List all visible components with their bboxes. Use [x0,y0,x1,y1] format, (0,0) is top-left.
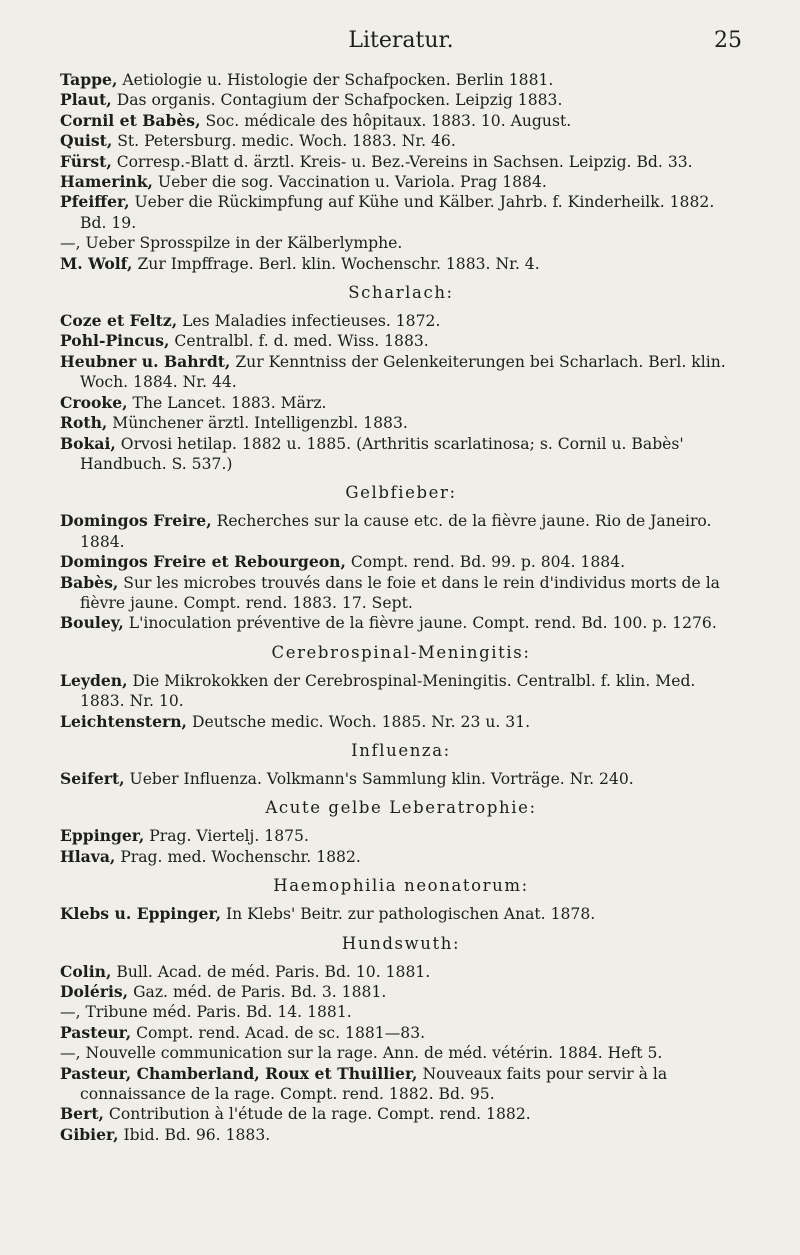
bibliography-entry [60,172,742,192]
bibliography-entry [60,671,742,712]
entry-author: Bouley, [60,613,124,633]
section-heading: Cerebrospinal-Meningitis: [271,642,531,662]
bibliography-entry [60,70,742,90]
entry-author: Hlava, [60,846,116,866]
bibliography-entry [60,331,742,351]
bibliography-entry [60,769,742,789]
entry-text: —, Tribune méd. Paris. Bd. 14. 1881. [60,1003,352,1022]
bibliography-entry [60,1064,742,1105]
entry-text: Gaz. méd. de Paris. Bd. 3. 1881. [128,983,387,1001]
entry-text: Compt. rend. Acad. de sc. 1881—83. [131,1023,426,1042]
entry-author: Bert, [60,1104,104,1124]
entry-author: Pfeiffer, [60,192,130,212]
entry-text: Zur Impffrage. Berl. klin. Wochenschr. 1883. Nr. 4. [132,254,540,273]
entry-author: Domingos Freire, [60,511,212,531]
bibliography-entry [60,552,742,572]
entry-text: Les Maladies infectieuses. 1872. [177,312,441,331]
entry-author: Klebs u. Eppinger, [60,904,221,924]
entry-text: Ueber die Rückimpfung auf Kühe und Kälber. Jahrb. f. Kinderheilk. 1882. Bd. 19. [80,193,715,232]
entry-text: Ibid. Bd. 96. 1883. [118,1125,271,1144]
entry-author: Leyden, [60,670,128,690]
bibliography-entry [60,511,742,552]
entry-text: Contribution à l'étude de la rage. Compt. rend. 1882. [103,1105,531,1124]
entry-text: Deutsche medic. Woch. 1885. Nr. 23 u. 31. [187,712,531,731]
entry-author: Pohl-Pincus, [60,331,170,351]
entry-author: Gibier, [60,1124,119,1144]
entry-text: St. Petersburg. medic. Woch. 1883. Nr. 46. [112,132,456,151]
entry-author: Quist, [60,131,113,151]
entry-author: Seifert, [60,768,125,788]
entry-text: Centralbl. f. d. med. Wiss. 1883. [169,332,429,351]
entry-text: L'inoculation préventive de la fièvre jaune. Compt. rend. Bd. 100. p. 1276. [123,614,717,633]
entry-author: Heubner u. Bahrdt, [60,351,231,371]
entry-author: Colin, [60,961,112,981]
bibliography-entry [60,233,742,253]
bibliography-entry [60,1043,742,1063]
bibliography-entry [60,613,742,633]
section-heading: Gelbfieber: [345,483,457,503]
entry-text: Die Mikrokokken der Cerebrospinal-Meningitis. Centralbl. f. klin. Med. 1883. Nr. 10. [80,671,696,711]
bibliography-entry [60,1104,742,1124]
bibliography-entry [60,131,742,151]
entry-text: Orvosi hetilap. 1882 u. 1885. (Arthritis scarlatinosa; s. Cornil u. Babès' Handbuch. S. 537.) [80,434,684,473]
entry-text: Münchener ärztl. Intelligenzbl. 1883. [107,414,408,433]
entry-text: Corresp.-Blatt d. ärztl. Kreis- u. Bez.-Vereins in Sachsen. Leipzig. Bd. 33. [111,152,693,171]
bibliography-entry [60,1125,742,1145]
bibliography-entry [60,1002,742,1022]
bibliography-entry [60,111,742,131]
bibliography-entry [60,847,742,867]
entry-text: Das organis. Contagium der Schafpocken. Leipzig 1883. [111,91,563,110]
entry-text: Soc. médicale des hôpitaux. 1883. 10. August. [200,111,572,130]
entry-author: Domingos Freire et Rebourgeon, [60,552,346,572]
bibliography-entry [60,434,742,475]
bibliography-entry [60,982,742,1002]
entry-author: Babès, [60,572,119,592]
section-heading: Hundswuth: [341,933,461,953]
entry-text: Recherches sur la cause etc. de la fièvre jaune. Rio de Janeiro. 1884. [80,512,712,551]
bibliography-entry [60,152,742,172]
entry-author: Doléris, [60,982,129,1001]
bibliography-entry [60,1023,742,1043]
entry-author: Crooke, [60,392,128,412]
entry-text: Bull. Acad. de méd. Paris. Bd. 10. 1881. [111,962,431,981]
bibliography-entry [60,904,742,924]
entry-text: Zur Kenntniss der Gelenkeiterungen bei Scharlach. Berl. klin. Woch. 1884. Nr. 44. [80,352,726,392]
entry-author: Coze et Feltz, [60,311,178,331]
entry-text: Nouveaux faits pour servir à la connaissance de la rage. Compt. rend. 1882. Bd. 95. [80,1064,668,1104]
bibliography-entry [60,712,742,732]
bibliography-entry [60,90,742,110]
entry-author: Cornil et Babès, [60,110,201,130]
entry-text: Prag. Viertelj. 1875. [144,827,309,846]
section-heading: Haemophilia neonatorum: [273,876,529,896]
bibliography-list [60,70,742,1145]
entry-author: Hamerink, [60,172,153,192]
entry-author: Eppinger, [60,826,145,846]
bibliography-entry [60,413,742,433]
entry-text: Sur les microbes trouvés dans le foie et dans le rein d'individus morts de la fièvre jaune. Compt. rend. 1883. 17. Sept. [80,573,720,612]
section-heading: Acute gelbe Leberatrophie: [265,798,537,818]
bibliography-entry [60,573,742,614]
entry-author: Fürst, [60,151,112,171]
entry-text: —, Ueber Sprosspilze in der Kälberlymphe. [60,234,403,253]
page-number: 25 [714,28,742,53]
running-title: Literatur. [348,28,454,53]
bibliography-entry [60,254,742,274]
entry-text: Compt. rend. Bd. 99. p. 804. 1884. [345,553,626,572]
bibliography-entry [60,962,742,982]
entry-author: M. Wolf, [60,253,133,273]
entry-author: Bokai, [60,433,116,453]
entry-author: Pasteur, [60,1022,132,1042]
entry-author: Leichtenstern, [60,711,187,731]
section-heading: Scharlach: [348,283,454,303]
bibliography-entry [60,352,742,393]
running-head [60,28,742,58]
bibliography-entry [60,393,742,413]
entry-author: Pasteur, Chamberland, Roux et Thuillier, [60,1063,418,1083]
entry-text: Ueber die sog. Vaccination u. Variola. Prag 1884. [152,173,547,192]
entry-text: —, Nouvelle communication sur la rage. Ann. de méd. vétérin. 1884. Heft 5. [60,1044,663,1063]
bibliography-entry [60,311,742,331]
entry-text: Aetiologie u. Histologie der Schafpocken. Berlin 1881. [117,71,554,89]
entry-author: Plaut, [60,90,112,110]
bibliography-entry [60,192,742,233]
entry-text: Ueber Influenza. Volkmann's Sammlung klin. Vorträge. Nr. 240. [124,769,634,788]
entry-text: In Klebs' Beitr. zur pathologischen Anat. 1878. [221,905,596,924]
entry-text: Prag. med. Wochenschr. 1882. [115,847,361,866]
entry-author: Tappe, [60,70,118,89]
bibliography-entry [60,826,742,846]
entry-text: The Lancet. 1883. März. [127,393,327,412]
section-heading: Influenza: [351,740,451,760]
entry-author: Roth, [60,413,108,433]
